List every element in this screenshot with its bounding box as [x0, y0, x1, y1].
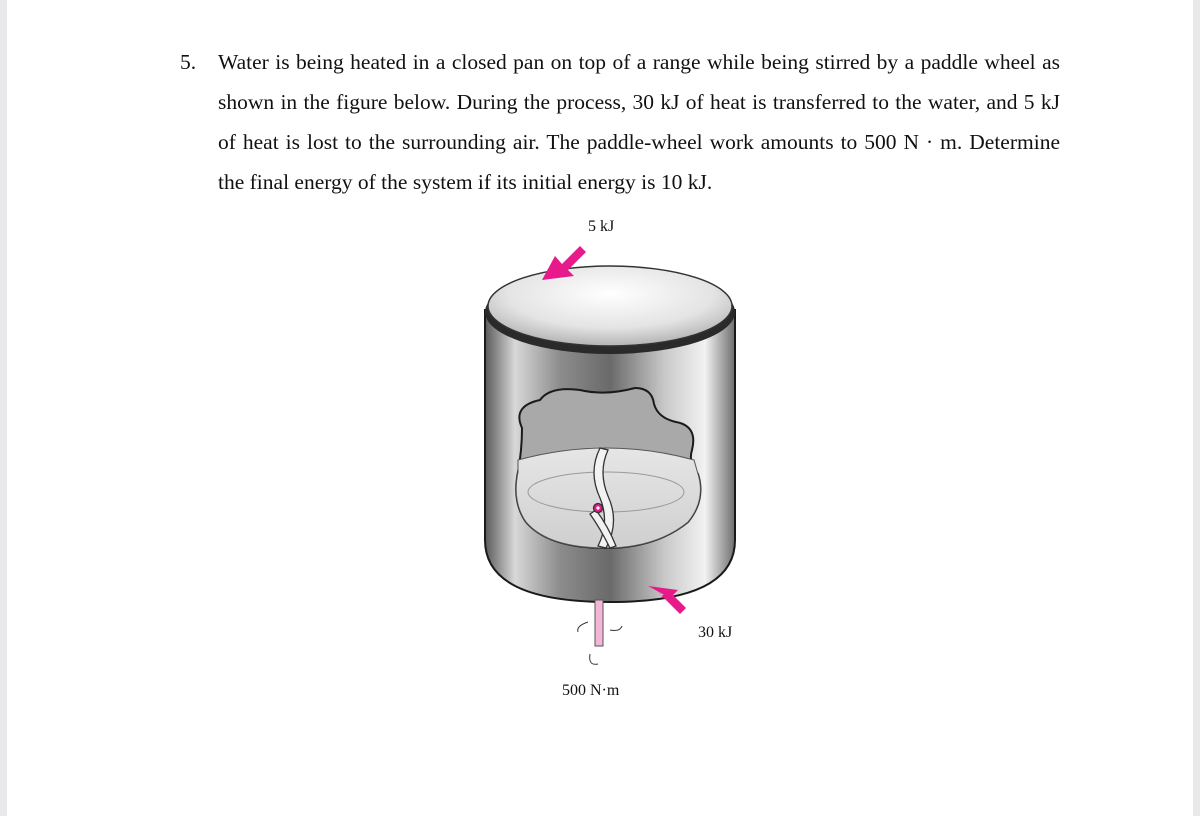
- heat-input-label: 30 kJ: [698, 624, 733, 641]
- heat-loss-label: 5 kJ: [588, 218, 615, 235]
- pan-illustration: [430, 210, 790, 720]
- rotation-indicator-left: [578, 622, 588, 632]
- problem-number: 5.: [180, 50, 197, 74]
- page-edge-right: [1193, 0, 1200, 816]
- problem-text: Water is being heated in a closed pan on top of a range while being stirred by a paddle wheel as shown in the figure below. During the process, 30 kJ of heat is transferred to the water, and 5 kJ of heat is lost to the surrounding air. The paddle-wheel work amounts to 500 N · m. Determine the final energy of the system if its initial energy is 10 kJ.: [218, 50, 1060, 194]
- rotation-indicator-right: [610, 626, 622, 631]
- problem-statement: [180, 42, 1060, 202]
- shaft-end-hook: [590, 654, 598, 664]
- paddle-shaft: [595, 600, 603, 646]
- work-label: 500 N·m: [562, 682, 620, 699]
- pan-figure: [430, 210, 790, 720]
- pan-lid: [488, 266, 732, 346]
- page-edge-left: [0, 0, 7, 816]
